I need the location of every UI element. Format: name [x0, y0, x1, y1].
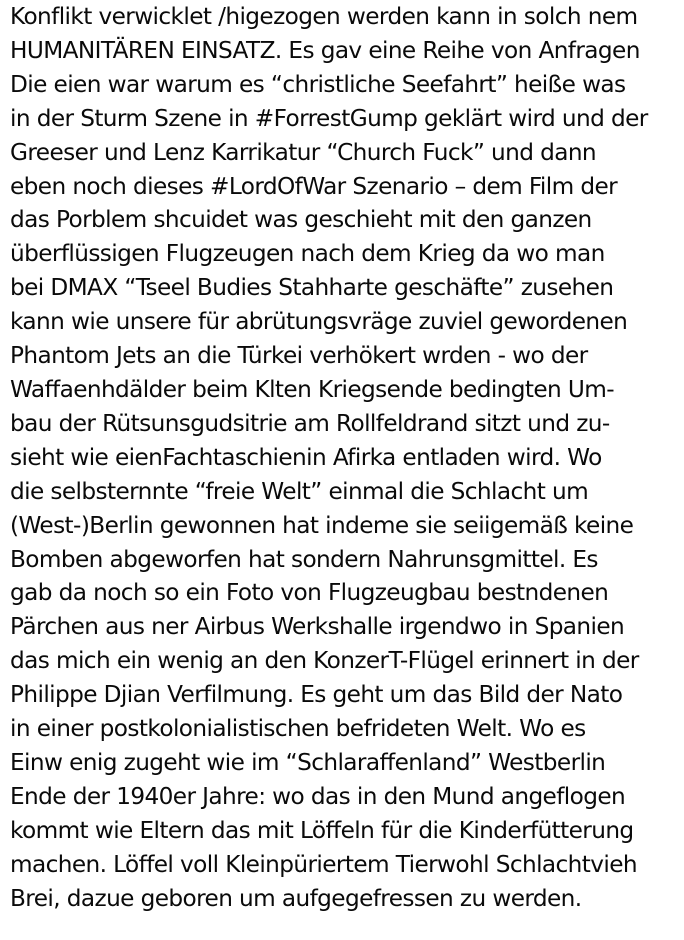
- text-line: Bomben abgeworfen hat sondern Nahrunsgmittel. Es: [10, 545, 598, 573]
- text-line: die selbsternnte “freie Welt” einmal die Schlacht um: [10, 477, 589, 505]
- text-line: Waffaenhdälder beim Klten Kriegsende bedingten Um-: [10, 375, 615, 403]
- text-line: in einer postkolonialistischen befrideten Welt. Wo es: [10, 715, 586, 743]
- text-line: eben noch dieses #LordOfWar Szenario – dem Film der: [10, 172, 618, 200]
- text-line: bei DMAX “Tseel Budies Stahharte geschäfte” zusehen: [10, 274, 614, 302]
- text-line: (West-)Berlin gewonnen hat indeme sie seiigemäß keine: [10, 511, 634, 539]
- text-line: in der Sturm Szene in #ForrestGump geklärt wird und der: [10, 104, 648, 132]
- text-line: überflüssigen Flugzeugen nach dem Krieg da wo man: [10, 240, 605, 268]
- text-line: Konflikt verwicklet /higezogen werden kann in solch nem: [10, 3, 638, 30]
- text-line: sieht wie eienFachtaschienin Afirka entladen wird. Wo: [10, 443, 602, 471]
- text-line: Ende der 1940er Jahre: wo das in den Mund angeflogen: [10, 782, 626, 810]
- body-text: [10, 0, 684, 915]
- text-line: das mich ein wenig an den KonzerT-Flügel erinnert in der: [10, 647, 639, 675]
- text-line: Brei, dazue geboren um aufgegefressen zu werden.: [10, 884, 582, 912]
- text-line: Pärchen aus ner Airbus Werkshalle irgendwo in Spanien: [10, 613, 625, 641]
- text-line: Einw enig zugeht wie im “Schlaraffenland” Westberlin: [10, 748, 606, 776]
- text-line: HUMANITÄREN EINSATZ. Es gav eine Reihe von Anfragen: [10, 36, 640, 64]
- text-line: gab da noch so ein Foto von Flugzeugbau bestndenen: [10, 579, 609, 607]
- text-line: Greeser und Lenz Karrikatur “Church Fuck” und dann: [10, 138, 597, 166]
- text-line: Die eien war warum es “christliche Seefahrt” heiße was: [10, 70, 626, 98]
- text-line: kommt wie Eltern das mit Löffeln für die Kinderfütterung: [10, 816, 634, 844]
- text-line: kann wie unsere für abrütungsvräge zuviel gewordenen: [10, 308, 628, 336]
- text-line: machen. Löffel voll Kleinpüriertem Tierwohl Schlachtvieh: [10, 850, 637, 878]
- text-line: Phantom Jets an die Türkei verhökert wrden - wo der: [10, 342, 588, 370]
- text-line: das Porblem shcuidet was geschieht mit den ganzen: [10, 206, 592, 234]
- text-line: bau der Rütsunsgudsitrie am Rollfeldrand sitzt und zu-: [10, 409, 610, 437]
- text-line: Philippe Djian Verfilmung. Es geht um das Bild der Nato: [10, 681, 623, 709]
